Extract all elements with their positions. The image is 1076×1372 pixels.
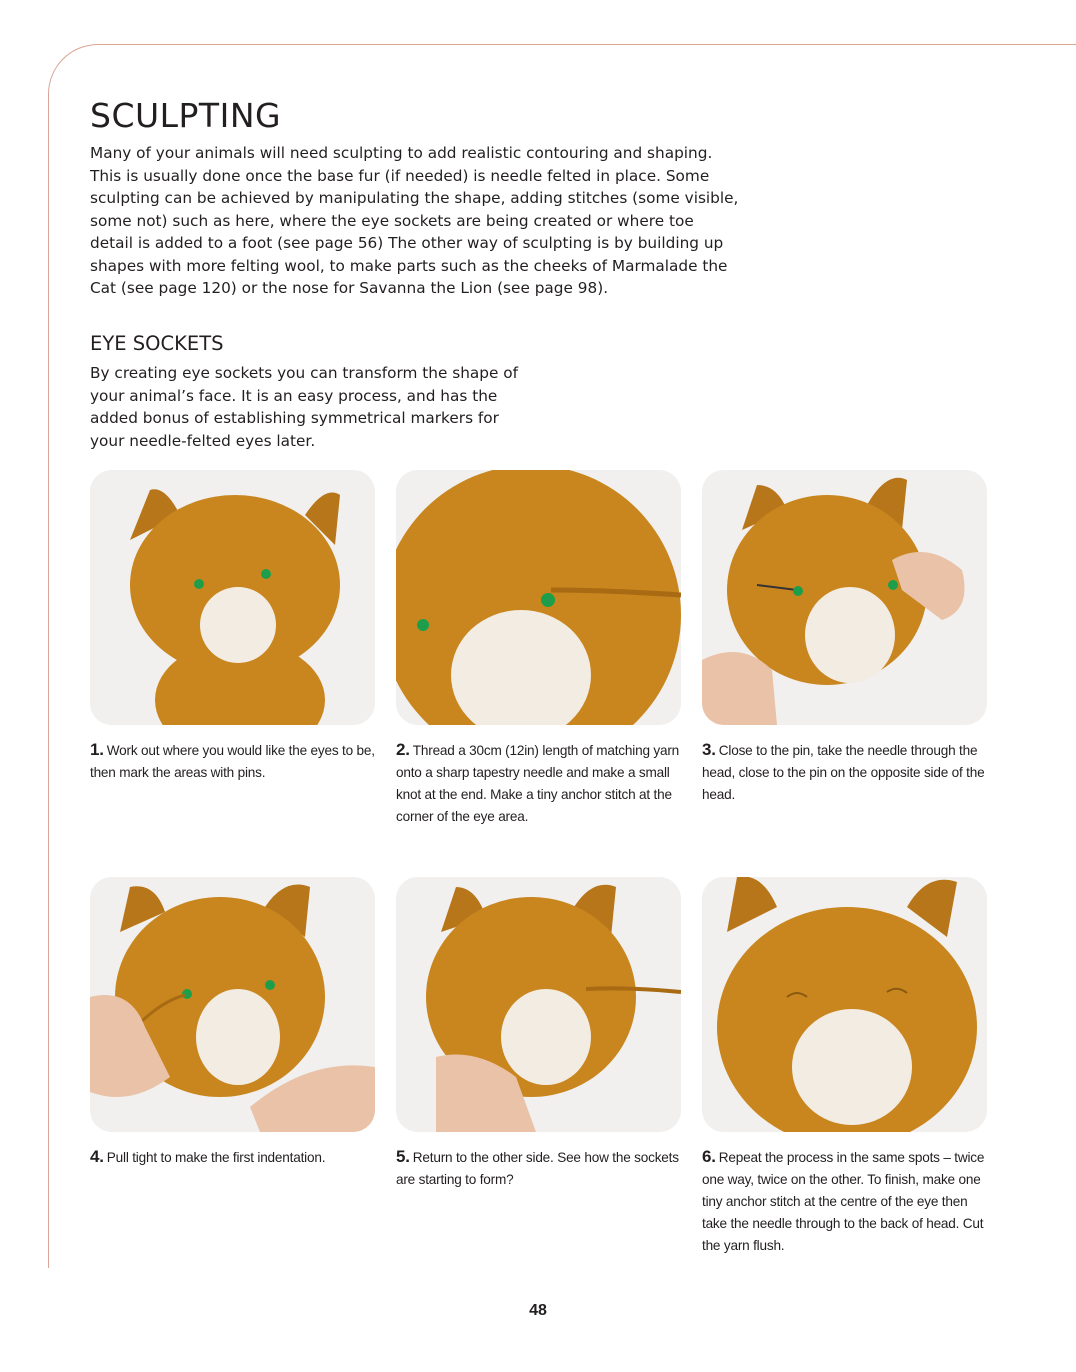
step-1-caption	[90, 739, 380, 784]
step-2-photo	[396, 470, 681, 725]
step-4-text: Pull tight to make the first indentation.	[106, 1150, 326, 1165]
step-1-photo	[90, 470, 375, 725]
step-1-number: 1.	[90, 740, 104, 759]
step-2-caption	[396, 739, 686, 828]
step-6-caption	[702, 1146, 992, 1257]
step-2-number: 2.	[396, 740, 410, 759]
section-intro: By creating eye sockets you can transform the shape of your animal’s face. It is an easy process, and has the added bonus of establishing symmetrical markers for your needle-felted eyes later.	[90, 364, 518, 450]
step-5-number: 5.	[396, 1147, 410, 1166]
page-number: 48	[529, 1302, 547, 1319]
step-3-caption	[702, 739, 992, 806]
step-5-text: Return to the other side. See how the sockets are starting to form?	[396, 1150, 679, 1187]
step-4-photo	[90, 877, 375, 1132]
step-4-number: 4.	[90, 1147, 104, 1166]
step-5-photo	[396, 877, 681, 1132]
step-6-photo	[702, 877, 987, 1132]
step-3-photo	[702, 470, 987, 725]
frame-left-line	[48, 120, 49, 1268]
step-3-number: 3.	[702, 740, 716, 759]
step-3-text: Close to the pin, take the needle through the head, close to the pin on the opposite side of the head.	[702, 743, 985, 802]
step-4-caption	[90, 1146, 380, 1169]
step-6-text: Repeat the process in the same spots – twice one way, twice on the other. To finish, make one tiny anchor stitch at the centre of the eye then take the needle through to the back of head. Cut the yarn flush.	[702, 1150, 985, 1253]
step-2-text: Thread a 30cm (12in) length of matching yarn onto a sharp tapestry needle and make a small knot at the end. Make a tiny anchor stitch at the corner of the eye area.	[396, 743, 680, 824]
section-heading: EYE SOCKETS	[90, 332, 224, 355]
frame-top-line	[97, 44, 1076, 45]
step-5-caption	[396, 1146, 686, 1191]
step-6-number: 6.	[702, 1147, 716, 1166]
page-title: SCULPTING	[90, 96, 282, 135]
step-1-text: Work out where you would like the eyes to be, then mark the areas with pins.	[90, 743, 375, 780]
intro-paragraph: Many of your animals will need sculpting to add realistic contouring and shaping. This is usually done once the base fur (if needed) is needle felted in place. Some sculpting can be achieved by manipulating the shape, adding stitches (some visible, some not) such as here, where the eye sockets are being created or where toe detail is added to a foot (see page 56) The other way of sculpting is by building up shapes with more felting wool, to make parts such as the cheeks of Marmalade the Cat (see page 120) or the nose for Savanna the Lion (see page 98).	[90, 144, 739, 297]
